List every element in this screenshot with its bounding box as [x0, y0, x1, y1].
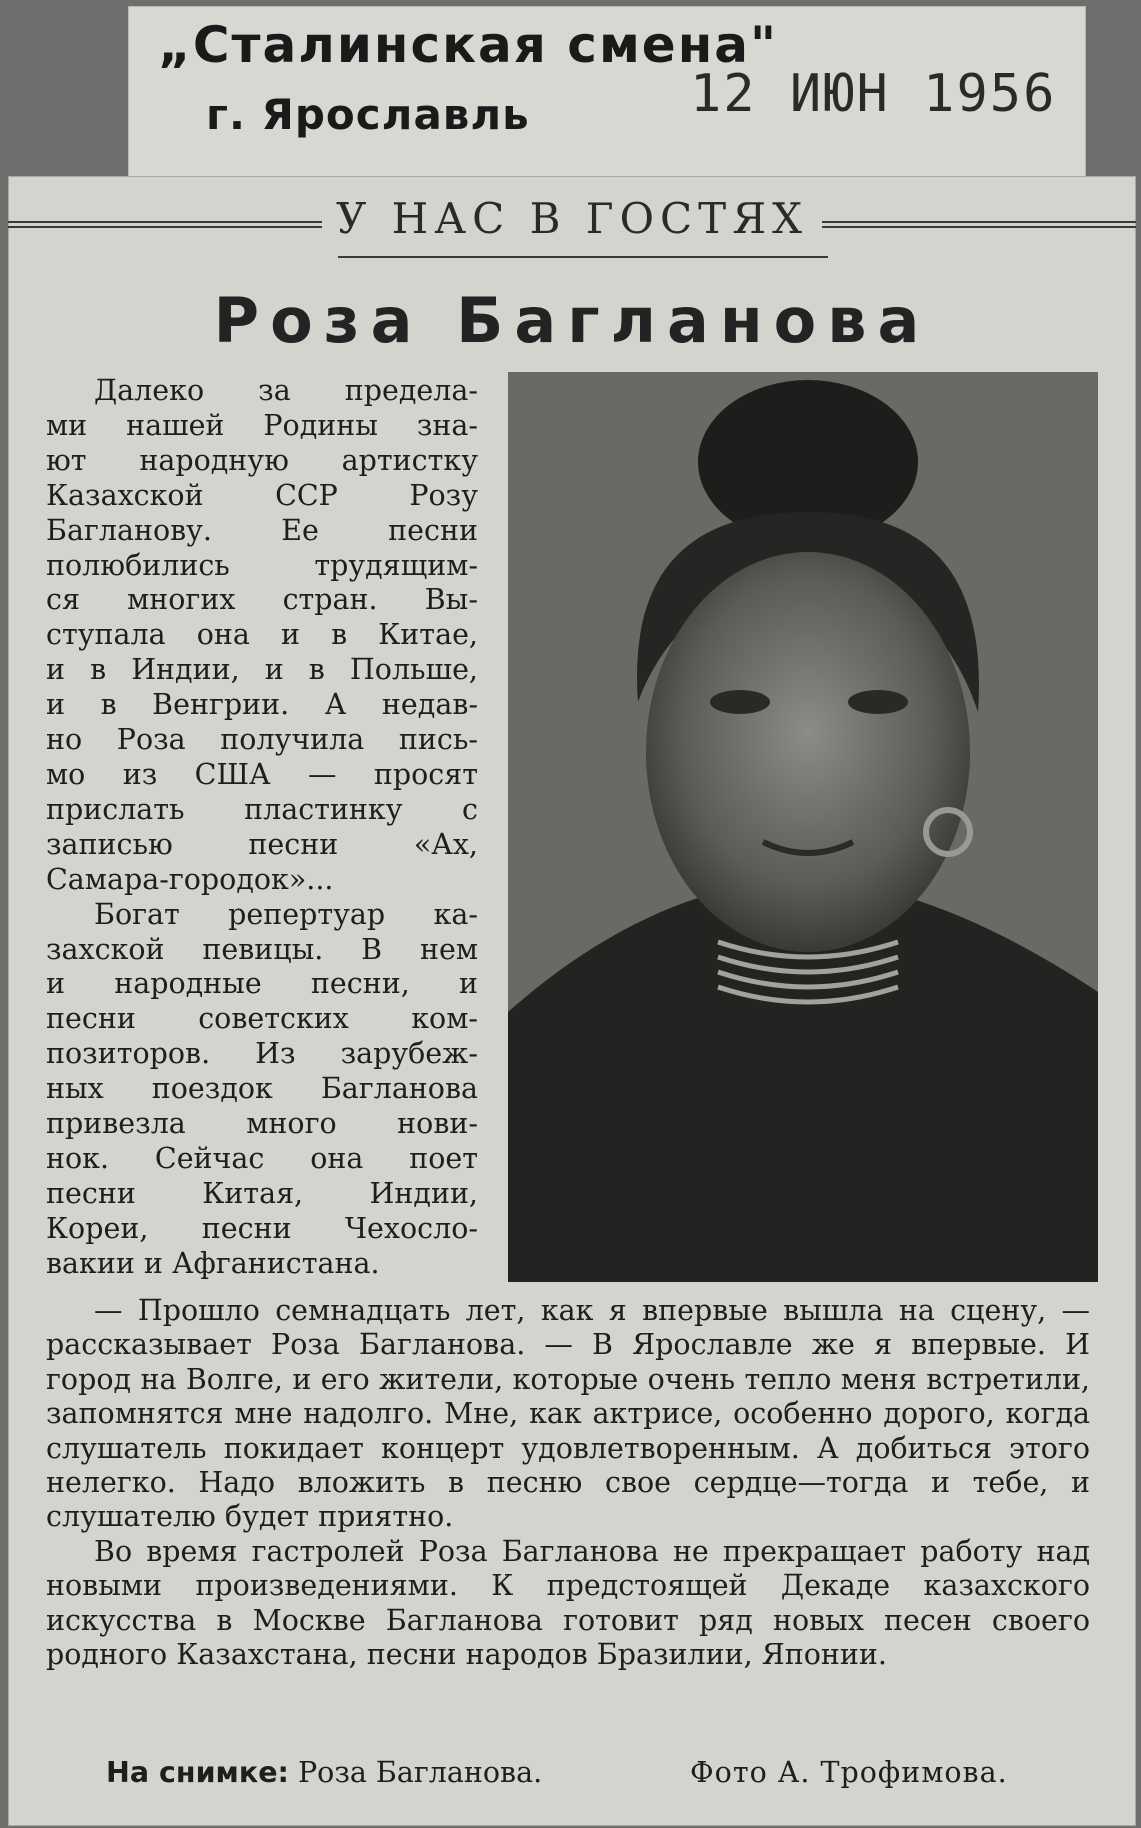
column-line: Самара-городок»...: [46, 862, 334, 896]
column-line: ют народную артистку: [46, 443, 478, 477]
column-line: и в Индии, и в Польше,: [46, 653, 478, 687]
newspaper-clipping: [8, 176, 1136, 1826]
portrait-photo: [508, 372, 1098, 1282]
article-column: [46, 374, 478, 1282]
column-line: Кореи, песни Чехосло-: [46, 1211, 478, 1245]
column-line: Казахской ССР Розу: [46, 478, 478, 512]
column-line: вакии и Афганистана.: [46, 1246, 380, 1280]
photo-caption: [106, 1756, 542, 1789]
column-line: ми нашей Родины зна-: [46, 408, 478, 442]
article-title: Роза Багланова: [213, 284, 931, 357]
column-line: но Роза получила пись-: [46, 723, 478, 757]
article-body: [46, 1294, 1090, 1672]
paragraph-tour: Во время гастролей Роза Багланова не прекращает работу над новыми произведениями. К предстоящей Декаде казахского искусства в Москве Багланова готовит ряд новых песен своего родного Казахстана, песни народов Бразилии, Японии.: [46, 1534, 1090, 1672]
portrait-illustration: [508, 372, 1098, 1282]
column-line: записью песни «Ах,: [46, 827, 478, 861]
column-line: ступала она и в Китае,: [46, 618, 478, 652]
column-line: Багланову. Ее песни: [46, 513, 478, 547]
column-line: ся многих стран. Вы-: [46, 583, 478, 617]
column-line: песни Китая, Индии,: [46, 1176, 478, 1210]
newspaper-city: г. Ярославль: [206, 90, 530, 139]
column-line: и в Венгрии. А недав-: [46, 688, 478, 722]
caption-label: На снимке:: [106, 1756, 289, 1789]
paragraph-quote: — Прошло семнадцать лет, как я впервые вышла на сцену, — рассказывает Роза Багланова. — В Ярославле же я впервые. И город на Волге, и его жители, которые очень тепло меня встретили, запомнятся мне надолго. Мне, как актрисе, особенно дорого, когда слушатель покидает концерт удовлетворенным. А добиться этого нелегко. Надо вложить в песню свое сердце—тогда и тебе, и слушателю будет приятно.: [46, 1294, 1090, 1534]
column-line: прислать пластинку с: [46, 792, 478, 826]
clipping-date: 12 ИЮН 1956: [690, 64, 1057, 124]
column-line: полюбились трудящим-: [46, 548, 478, 582]
rubric-underline: [338, 256, 828, 258]
library-clipping-stamp: [128, 6, 1086, 184]
column-line: песни советских ком-: [46, 1002, 478, 1036]
column-line: и народные песни, и: [46, 967, 478, 1001]
column-line: захской певицы. В нем: [46, 932, 478, 966]
column-line: привезла много нови-: [46, 1107, 478, 1141]
rubric-text: У НАС В ГОСТЯХ: [322, 194, 822, 243]
column-line: нок. Сейчас она поет: [46, 1141, 478, 1175]
caption-text: Роза Багланова.: [298, 1756, 543, 1789]
column-line: Далеко за предела-: [94, 374, 478, 407]
column-line: позиторов. Из зарубеж-: [46, 1037, 478, 1071]
rubric: [8, 194, 1136, 243]
column-line: Богат репертуар ка-: [94, 897, 478, 931]
column-line: мо из США — просят: [46, 757, 478, 791]
photo-credit: Фото А. Трофимова.: [690, 1756, 1008, 1789]
column-line: ных поездок Багланова: [46, 1072, 478, 1106]
newspaper-name: „Сталинская смена": [158, 16, 779, 74]
